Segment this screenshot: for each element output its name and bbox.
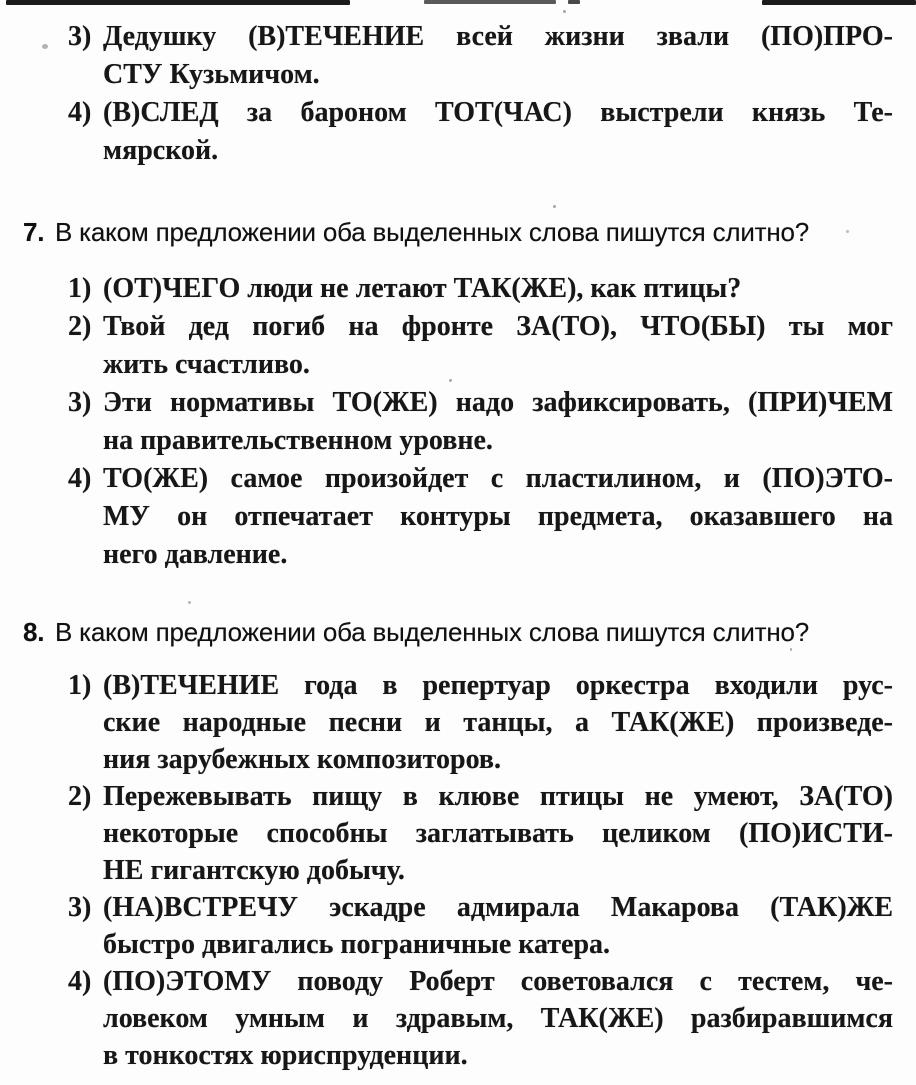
option-text xyxy=(103,384,893,460)
option-4 xyxy=(0,94,916,170)
text-line: (ПО)ЭТОМУ поводу Роберт советовался с тестем, че- xyxy=(103,966,893,997)
cutoff-text-fragment xyxy=(568,0,580,4)
text-line: некоторые способны заглатывать целиком (ПО)ИСТИ- xyxy=(103,818,893,849)
option-text xyxy=(103,270,893,308)
previous-question-options xyxy=(0,0,916,170)
scan-speck xyxy=(553,205,556,208)
question-number: 7. xyxy=(23,217,45,247)
option-text xyxy=(103,889,893,963)
text-line: СТУ Кузьмичом. xyxy=(103,59,320,90)
text-line: Дедушку (В)ТЕЧЕНИЕ всей жизни звали (ПО)ПРО- xyxy=(103,21,893,52)
option-number: 3) xyxy=(68,892,92,923)
text-line: быстро двигались пограничные катера. xyxy=(103,929,611,960)
scan-speck xyxy=(846,230,849,233)
question-prompt: В каком предложении оба выделенных слова пишутся слитно? xyxy=(55,617,810,647)
text-line: ловеком умным и здравым, ТАК(ЖЕ) разбиравшимся xyxy=(103,1003,893,1034)
option-2 xyxy=(0,308,916,384)
answer-options xyxy=(0,667,916,1074)
text-line: ТО(ЖЕ) самое произойдет с пластилином, и (ПО)ЭТО- xyxy=(103,463,893,494)
option-text xyxy=(103,963,893,1074)
option-3 xyxy=(0,889,916,963)
question-7 xyxy=(0,215,916,574)
scan-speck xyxy=(790,648,792,651)
cutoff-text-fragment xyxy=(762,0,916,5)
text-line: (В)СЛЕД за бароном ТОТ(ЧАС) выстрели князь Те- xyxy=(103,97,893,128)
text-line: жить счастливо. xyxy=(103,349,310,380)
option-number: 4) xyxy=(68,97,92,128)
option-number: 3) xyxy=(68,21,92,52)
option-4 xyxy=(0,963,916,1074)
option-number: 1) xyxy=(68,670,92,701)
text-line: (НА)ВСТРЕЧУ эскадре адмирала Макарова (ТАК)ЖЕ xyxy=(103,892,893,923)
answer-options xyxy=(0,270,916,574)
option-text xyxy=(103,94,893,170)
text-line: мярской. xyxy=(103,135,219,166)
option-number: 2) xyxy=(68,311,92,342)
text-line: в тонкостях юриспруденции. xyxy=(103,1040,468,1071)
option-3 xyxy=(0,384,916,460)
scan-speck xyxy=(188,601,191,604)
question-8 xyxy=(0,615,916,1074)
text-line: ния зарубежных композиторов. xyxy=(103,744,502,775)
option-number: 3) xyxy=(68,387,92,418)
question-heading xyxy=(0,615,916,649)
text-line: Эти нормативы ТО(ЖЕ) надо зафиксировать, (ПРИ)ЧЕМ xyxy=(103,387,893,418)
text-line: на правительственном уровне. xyxy=(103,425,493,456)
cutoff-text-fragment xyxy=(424,0,556,4)
option-text xyxy=(103,667,893,778)
question-number: 8. xyxy=(23,617,45,647)
option-number: 1) xyxy=(68,273,92,304)
option-text xyxy=(103,778,893,889)
option-text xyxy=(103,18,893,94)
option-4 xyxy=(0,460,916,574)
option-text xyxy=(103,308,893,384)
cutoff-text-fragment xyxy=(6,0,350,5)
text-line: ские народные песни и танцы, а ТАК(ЖЕ) произведе- xyxy=(103,707,893,738)
option-number: 2) xyxy=(68,781,92,812)
scan-speck xyxy=(563,10,566,13)
option-text xyxy=(103,460,893,574)
scan-speck xyxy=(449,379,452,382)
option-1 xyxy=(0,270,916,308)
option-2 xyxy=(0,778,916,889)
text-line: (В)ТЕЧЕНИЕ года в репертуар оркестра входили рус- xyxy=(103,670,893,701)
text-line: МУ он отпечатает контуры предмета, оказавшего на xyxy=(103,501,893,532)
question-prompt: В каком предложении оба выделенных слова пишутся слитно? xyxy=(55,217,810,247)
scan-speck xyxy=(42,44,48,49)
question-heading xyxy=(0,215,916,249)
option-3 xyxy=(0,18,916,94)
option-number: 4) xyxy=(68,463,92,494)
option-1 xyxy=(0,667,916,778)
text-line: него давление. xyxy=(103,539,288,570)
top-edge-cutoff-text-artifact xyxy=(0,0,916,8)
text-line: Пережевывать пищу в клюве птицы не умеют, ЗА(ТО) xyxy=(103,781,893,812)
text-line: (ОТ)ЧЕГО люди не летают ТАК(ЖЕ), как птицы? xyxy=(103,273,742,304)
text-line: НЕ гигантскую добычу. xyxy=(103,855,405,886)
text-line: Твой дед погиб на фронте ЗА(ТО), ЧТО(БЫ) ты мог xyxy=(103,311,893,342)
option-number: 4) xyxy=(68,966,92,997)
